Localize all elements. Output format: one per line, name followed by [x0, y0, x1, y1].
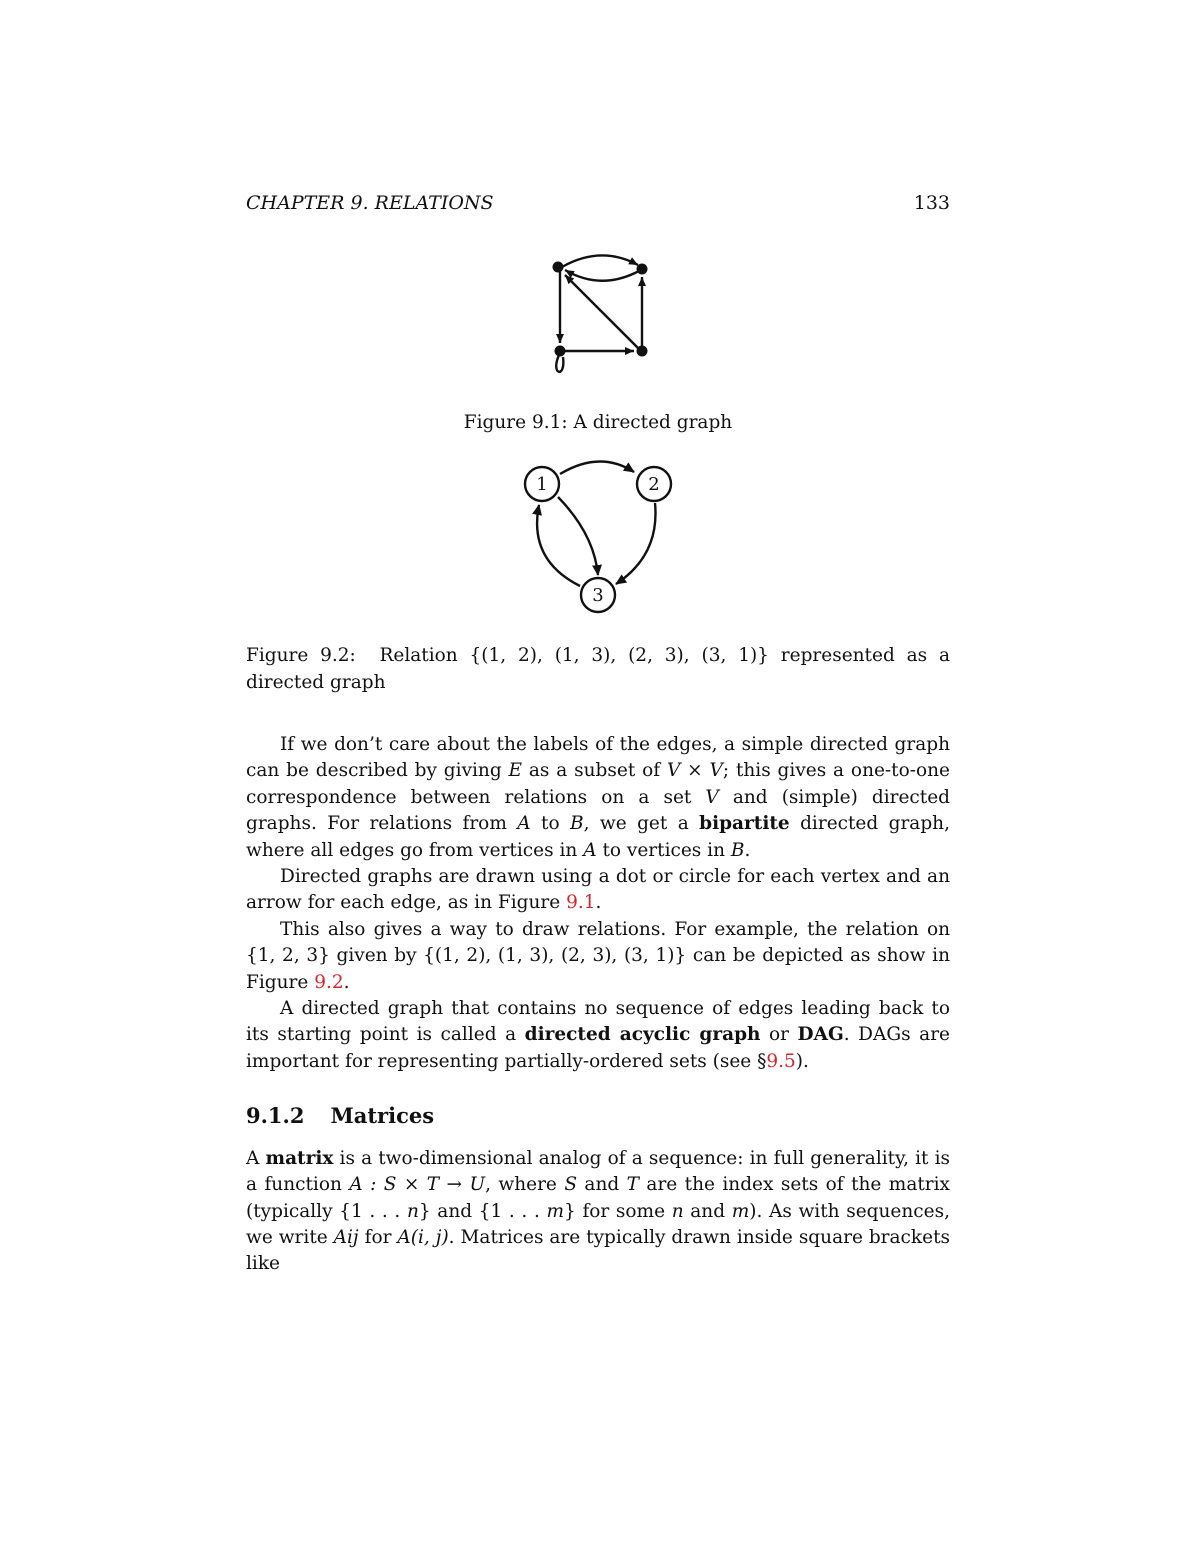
edge-2-3 — [616, 503, 656, 584]
paragraph: This also gives a way to draw relations. For example, the relation on {1, 2, 3} given by {(1, 2), (1, 3), (2, 3), (3, 1)} can be depicted as show in Figure 9.2. — [246, 918, 950, 993]
section-9-5-link[interactable]: 9.5 — [766, 1050, 796, 1072]
paragraph: If we don’t care about the labels of the edges, a simple directed graph can be described by giving E as a subset of V × V; this gives a one-to-one correspondence between relations on a set V and (simple) directed graphs. For relations from A to B, we get a bipartite directed graph, where all edges go from vertices in A to vertices in B. — [246, 734, 951, 861]
figure-9-1-caption: Figure 9.1: A directed graph — [463, 412, 733, 433]
section-heading — [246, 1103, 950, 1129]
running-header — [246, 192, 950, 214]
paragraph: A matrix is a two-dimensional analog of a sequence: in full generality, it is a function A : S × T → U, where S and T are the index sets of the matrix (typically {1 . . . n} and {1 . . . m} for some n and m). As with sequences, we write Aij for A(i, j). Matrices are typically drawn inside square brackets like — [246, 1147, 950, 1275]
paragraph: A directed graph that contains no sequence of edges leading back to its starting point is called a directed acyclic graph or DAG. DAGs are important for representing partially-ordered sets (see §9.5). — [246, 998, 950, 1072]
term-dag: DAG — [797, 1024, 844, 1046]
figure-9-2-relation-graph — [500, 450, 700, 620]
term-matrix: matrix — [265, 1147, 334, 1169]
vertex-bottom-right — [637, 346, 648, 357]
term-directed-acyclic-graph: directed acyclic graph — [524, 1024, 761, 1046]
figure-9-1-link[interactable]: 9.1 — [566, 892, 596, 914]
edge-br-tl — [565, 275, 638, 348]
node-3-label: 3 — [592, 585, 604, 606]
node-1-label: 1 — [536, 474, 548, 495]
body-text — [246, 732, 950, 1278]
figure-9-2-caption — [246, 642, 950, 696]
edge-1-3 — [558, 497, 598, 575]
figure-9-1-directed-graph — [530, 245, 670, 395]
paragraph: Directed graphs are drawn using a dot or circle for each vertex and an arrow for each edge, as in Figure 9.1. — [246, 866, 950, 914]
caption-text: Relation {(1, 2), (1, 3), (2, 3), (3, 1)} represented as a directed graph — [246, 645, 950, 693]
caption-label: Figure 9.2: — [246, 645, 356, 666]
page-number: 133 — [913, 192, 950, 214]
section-title: Matrices — [330, 1103, 435, 1129]
edge-1-2 — [560, 461, 634, 474]
edge-tr-tl — [565, 270, 639, 281]
vertex-top-right — [637, 264, 648, 275]
edge-tl-tr — [562, 255, 638, 267]
chapter-title: CHAPTER 9. RELATIONS — [246, 192, 494, 214]
node-2-label: 2 — [648, 474, 660, 495]
term-bipartite: bipartite — [699, 813, 790, 835]
figure-9-2-link[interactable]: 9.2 — [314, 971, 344, 993]
vertex-bottom-left — [555, 346, 566, 357]
vertex-top-left — [553, 262, 564, 273]
section-number: 9.1.2 — [246, 1103, 305, 1129]
self-loop — [556, 355, 563, 372]
